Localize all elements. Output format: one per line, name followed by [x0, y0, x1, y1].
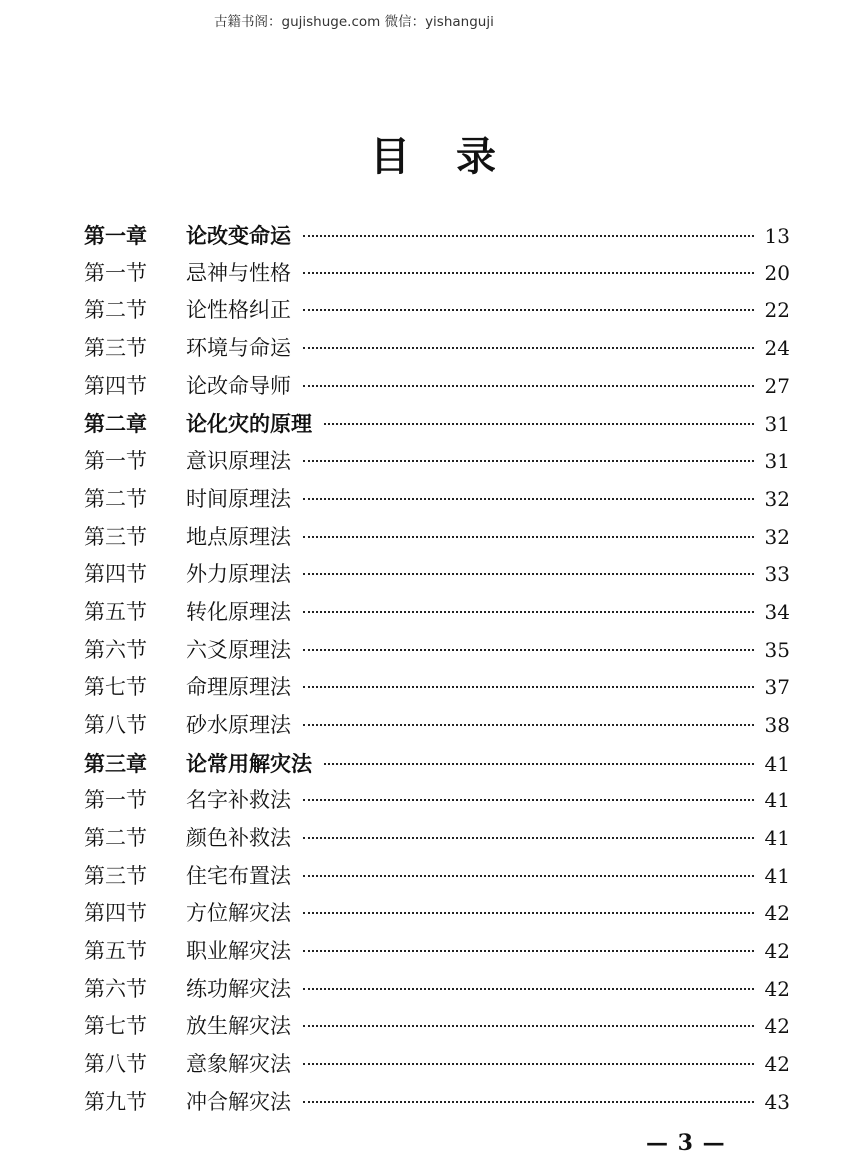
toc-entry-title: 环境与命运 — [186, 336, 291, 361]
toc-entry-label: 第六节 — [84, 637, 147, 662]
dot-leader — [303, 573, 754, 575]
dot-leader — [303, 837, 754, 839]
toc-section-row — [84, 556, 790, 594]
toc-entry-label: 第二节 — [84, 486, 147, 511]
toc-entry-title: 六爻原理法 — [186, 637, 291, 662]
dot-leader — [303, 272, 754, 274]
toc-entry-label: 第五节 — [84, 599, 147, 624]
toc-section-row — [84, 594, 790, 632]
toc-entry-label: 第三节 — [84, 863, 147, 888]
toc-entry-title: 意识原理法 — [186, 449, 291, 474]
toc-entry-page: 20 — [764, 260, 790, 285]
toc-entry-label: 第二节 — [84, 826, 147, 850]
toc-entry-label: 第一节 — [84, 788, 147, 813]
toc-entry-label: 第二章 — [84, 411, 147, 437]
toc-entry-title: 转化原理法 — [186, 599, 291, 624]
toc-entry-page: 22 — [764, 298, 790, 323]
toc-entry-page: 24 — [764, 336, 790, 361]
toc-section-row — [84, 895, 790, 933]
toc-section-row — [84, 330, 790, 368]
dot-leader — [303, 988, 754, 990]
toc-entry-page: 13 — [764, 224, 790, 248]
toc-entry-label: 第一章 — [84, 223, 147, 248]
toc-chapter-row — [84, 745, 790, 783]
page-number: — 3 — — [646, 1130, 726, 1156]
toc-entry-label: 第五节 — [84, 939, 147, 964]
toc-entry-page: 43 — [764, 1089, 790, 1114]
dot-leader — [303, 536, 754, 538]
toc-section-row — [84, 933, 790, 971]
table-of-contents — [84, 217, 790, 1122]
toc-entry-page: 32 — [764, 524, 790, 549]
page-title: 目录 — [370, 134, 542, 180]
toc-chapter-row — [84, 405, 790, 443]
toc-entry-page: 31 — [764, 449, 790, 474]
toc-entry-title: 放生解灾法 — [186, 1014, 291, 1039]
dot-leader — [303, 799, 754, 801]
toc-entry-label: 第七节 — [84, 675, 147, 700]
toc-entry-page: 32 — [764, 486, 790, 511]
toc-entry-title: 住宅布置法 — [186, 863, 291, 888]
toc-section-row — [84, 858, 790, 896]
toc-section-row — [84, 971, 790, 1009]
toc-section-row — [84, 292, 790, 330]
toc-entry-title: 外力原理法 — [186, 562, 291, 587]
dot-leader — [303, 649, 754, 651]
toc-section-row — [84, 669, 790, 707]
toc-entry-label: 第一节 — [84, 449, 147, 474]
dot-leader — [303, 950, 754, 952]
dot-leader — [303, 611, 754, 613]
toc-entry-title: 职业解灾法 — [186, 939, 291, 964]
toc-entry-title: 命理原理法 — [186, 675, 291, 700]
toc-entry-title: 论常用解灾法 — [186, 750, 312, 776]
toc-section-row — [84, 1046, 790, 1084]
dot-leader — [303, 385, 754, 387]
toc-entry-page: 33 — [764, 562, 790, 587]
toc-entry-page: 41 — [764, 826, 790, 850]
toc-entry-page: 42 — [764, 939, 790, 964]
toc-entry-title: 论性格纠正 — [186, 298, 291, 323]
toc-entry-page: 41 — [764, 751, 790, 776]
toc-entry-label: 第三节 — [84, 336, 147, 361]
toc-section-row — [84, 1084, 790, 1122]
toc-entry-title: 名字补救法 — [186, 788, 291, 813]
dot-leader — [303, 1101, 754, 1103]
toc-entry-label: 第一节 — [84, 260, 147, 285]
toc-entry-label: 第四节 — [84, 373, 147, 398]
toc-entry-page: 41 — [764, 788, 790, 813]
dot-leader — [303, 1063, 754, 1065]
dot-leader — [303, 347, 754, 349]
toc-entry-label: 第八节 — [84, 1052, 147, 1077]
toc-entry-page: 31 — [764, 412, 790, 437]
toc-entry-title: 忌神与性格 — [186, 260, 291, 285]
toc-entry-page: 42 — [764, 901, 790, 926]
toc-entry-title: 地点原理法 — [186, 524, 291, 549]
toc-entry-label: 第三章 — [84, 750, 147, 776]
toc-entry-title: 论改命导师 — [186, 373, 291, 398]
toc-entry-label: 第八节 — [84, 712, 147, 737]
toc-entry-title: 颜色补救法 — [186, 826, 291, 850]
toc-entry-page: 34 — [764, 599, 790, 624]
toc-entry-label: 第四节 — [84, 901, 147, 926]
toc-entry-title: 练功解灾法 — [186, 976, 291, 1001]
toc-entry-title: 意象解灾法 — [186, 1052, 291, 1077]
dot-leader — [303, 912, 754, 914]
dot-leader — [303, 686, 754, 688]
toc-entry-label: 第九节 — [84, 1089, 147, 1114]
toc-entry-page: 38 — [764, 712, 790, 737]
toc-entry-page: 35 — [764, 637, 790, 662]
toc-entry-label: 第四节 — [84, 562, 147, 587]
toc-entry-label: 第三节 — [84, 524, 147, 549]
toc-entry-page: 41 — [764, 863, 790, 888]
toc-section-row — [84, 1008, 790, 1046]
dot-leader — [303, 498, 754, 500]
dot-leader — [303, 309, 754, 311]
dot-leader — [303, 460, 754, 462]
toc-section-row — [84, 632, 790, 670]
toc-entry-label: 第七节 — [84, 1014, 147, 1039]
dot-leader — [303, 875, 754, 877]
dot-leader — [324, 763, 754, 765]
dot-leader — [303, 235, 754, 237]
dot-leader — [303, 1025, 754, 1027]
toc-entry-title: 方位解灾法 — [186, 901, 291, 926]
toc-chapter-row — [84, 217, 790, 255]
dot-leader — [303, 724, 754, 726]
toc-entry-title: 时间原理法 — [186, 486, 291, 511]
toc-entry-page: 27 — [764, 373, 790, 398]
toc-section-row — [84, 519, 790, 557]
toc-section-row — [84, 368, 790, 406]
toc-entry-label: 第二节 — [84, 298, 147, 323]
toc-entry-page: 42 — [764, 1052, 790, 1077]
toc-entry-title: 冲合解灾法 — [186, 1089, 291, 1114]
toc-section-row — [84, 707, 790, 745]
toc-section-row — [84, 481, 790, 519]
toc-entry-title: 砂水原理法 — [186, 712, 291, 737]
toc-section-row — [84, 782, 790, 820]
toc-entry-label: 第六节 — [84, 976, 147, 1001]
toc-entry-title: 论改变命运 — [186, 223, 291, 248]
watermark-text: 古籍书阁：gujishuge.com 微信：yishanguji — [214, 14, 494, 30]
toc-entry-page: 42 — [764, 1014, 790, 1039]
toc-section-row — [84, 255, 790, 293]
toc-entry-title: 论化灾的原理 — [186, 411, 312, 437]
toc-section-row — [84, 443, 790, 481]
dot-leader — [324, 423, 754, 425]
toc-section-row — [84, 820, 790, 858]
toc-entry-page: 37 — [764, 675, 790, 700]
toc-entry-page: 42 — [764, 976, 790, 1001]
